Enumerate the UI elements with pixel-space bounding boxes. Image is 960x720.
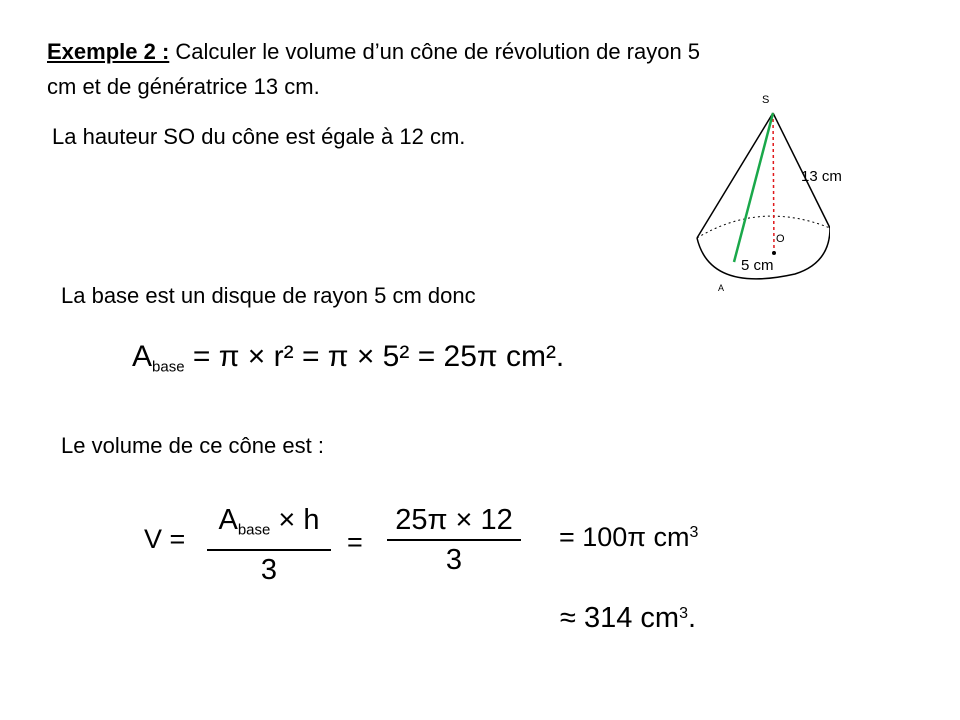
height-sentence: La hauteur SO du cône est égale à 12 cm. <box>52 124 466 149</box>
cone-center-point <box>772 251 776 255</box>
cone-base-back-arc <box>697 216 830 238</box>
volume-sentence: Le volume de ce cône est : <box>61 433 324 458</box>
cone-left-side <box>697 113 773 238</box>
volume-lhs: V = <box>144 524 186 554</box>
cone-figure <box>690 88 830 308</box>
volume-fraction-2 <box>387 503 521 577</box>
volume-approx-exponent: 3 <box>679 605 688 623</box>
volume-fraction-1 <box>207 503 331 587</box>
volume-result-text: = 100π cm <box>559 522 690 552</box>
volume-equals: = <box>347 527 363 557</box>
volume-approx-period: . <box>687 602 697 634</box>
base-sentence: La base est un disque de rayon 5 cm donc <box>61 283 476 308</box>
generatrix-label: 13 cm <box>801 168 842 185</box>
volume-result <box>559 522 698 553</box>
cone-height-line <box>773 113 774 252</box>
volume-approx <box>560 602 696 635</box>
radius-label: 5 cm <box>741 257 774 274</box>
example-statement-line2: cm et de génératrice 13 cm. <box>47 74 320 99</box>
fraction-1-numerator <box>207 503 331 547</box>
fraction-1-area-symbol: A <box>218 504 238 536</box>
example-statement-text: Calculer le volume d’un cône de révolution de rayon 5 <box>169 39 701 64</box>
fraction-1-denominator: 3 <box>260 554 278 587</box>
fraction-1-subscript: base <box>237 521 271 539</box>
cone-generatrix-line <box>734 113 773 262</box>
area-subscript: base <box>152 358 185 376</box>
fraction-2-denominator: 3 <box>445 544 463 576</box>
area-expression: = π × r² = π × 5² = 25π cm². <box>184 340 565 373</box>
fraction-1-bar <box>207 549 331 551</box>
example-title: Exemple 2 : <box>47 39 170 64</box>
volume-result-exponent: 3 <box>689 524 699 542</box>
fraction-2-numerator: 25π × 12 <box>395 504 513 536</box>
center-label: O <box>776 233 785 245</box>
apex-label: S <box>762 94 770 106</box>
fraction-2-bar <box>387 539 521 541</box>
volume-approx-text: ≈ 314 cm <box>560 602 680 634</box>
base-point-label: A <box>718 283 725 293</box>
fraction-1-times-h: × h <box>270 504 320 536</box>
area-formula <box>132 340 564 375</box>
area-symbol: A <box>132 340 153 373</box>
example-statement-line1 <box>47 39 700 65</box>
